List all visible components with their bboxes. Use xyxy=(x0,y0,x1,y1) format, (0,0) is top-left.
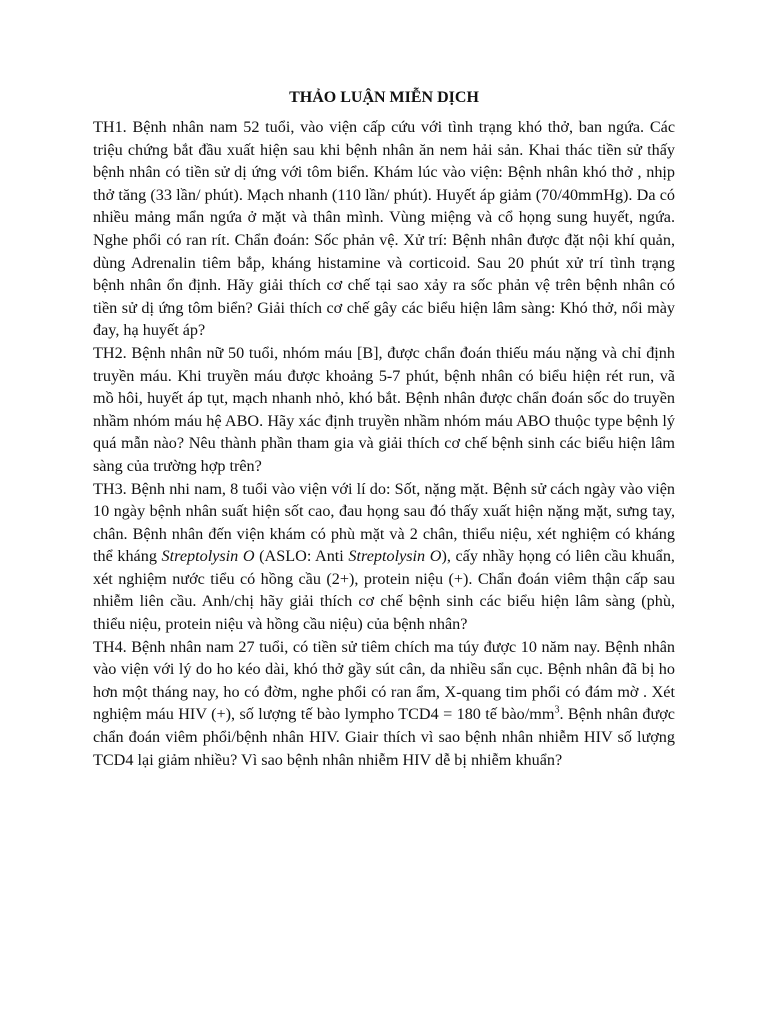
case-th4-paragraph xyxy=(93,636,675,772)
document-title: THẢO LUẬN MIỄN DỊCH xyxy=(289,89,479,106)
case-th3-text-1: TH3. Bệnh nhi nam, 8 tuổi vào viện với lí do: Sốt, nặng mặt. Bệnh sử cách ngày vào viện 10 ngày bệnh nhân suất hiện sốt cao, đau họng sau đó thấy xuất hiện nặng mặt, sưng tay, chân. Bệnh nhân đến viện khám có phù mặt và 2 chân, thiểu niệu, xét nghiệm có kháng thể kháng xyxy=(93,479,675,566)
case-th3-text-3: ), cấy nhầy họng có liên cầu khuẩn, xét nghiệm nước tiểu có hồng cầu (2+), protein niệu (+). Chẩn đoán viêm thận cấp sau nhiễm liên cầu. Anh/chị hãy giải thích cơ chế bệnh sinh các biểu hiện lâm sàng (phù, thiểu niệu, protein niệu và hồng cầu niệu) của bệnh nhân? xyxy=(93,547,675,634)
streptolysin-term-1: Streptolysin O xyxy=(161,547,255,566)
case-th4-text-1: TH4. Bệnh nhân nam 27 tuổi, có tiền sử tiêm chích ma túy được 10 năm nay. Bệnh nhân vào viện với lý do ho kéo dài, khó thở gầy sút cân, da nhiều sẩn cục. Bệnh nhân đã bị ho hơn một tháng nay, ho có đờm, nghe phổi có ran ẩm, X-quang tim phổi có đám mờ . Xét nghiệm máu HIV (+), số lượng tế bào lympho TCD4 = 180 tế bào/mm xyxy=(93,637,675,724)
case-th4-text-2: . Bệnh nhân được chẩn đoán viêm phổi/bệnh nhân HIV. Giair thích vì sao bệnh nhân nhiễm HIV số lượng TCD4 lại giảm nhiều? Vì sao bệnh nhân nhiễm HIV dễ bị nhiễm khuẩn? xyxy=(93,705,675,769)
document-page xyxy=(93,87,675,771)
case-th3-paragraph xyxy=(93,478,675,636)
case-th2-paragraph: TH2. Bệnh nhân nữ 50 tuổi, nhóm máu [B], được chẩn đoán thiếu máu nặng và chỉ định truyền máu. Khi truyền máu được khoảng 5-7 phút, bệnh nhân có biểu hiện rét run, vã mồ hôi, huyết áp tụt, mạch nhanh nhỏ, khó bắt. Bệnh nhân được chẩn đoán sốc do truyền nhầm nhóm máu hệ ABO. Hãy xác định truyền nhầm nhóm máu ABO thuộc type bệnh lý quá mẫn nào? Nêu thành phần tham gia và giải thích cơ chế bệnh sinh các biểu hiện lâm sàng của trường hợp trên? xyxy=(93,343,675,475)
streptolysin-term-2: Streptolysin O xyxy=(348,547,442,566)
case-th1-paragraph: TH1. Bệnh nhân nam 52 tuổi, vào viện cấp cứu với tình trạng khó thở, ban ngứa. Các triệu chứng bắt đầu xuất hiện sau khi bệnh nhân ăn nem hải sản. Khai thác tiền sử thấy bệnh nhân có tiền sử dị ứng với tôm biển. Khám lúc vào viện: Bệnh nhân khó thở , nhịp thở tăng (33 lần/ phút). Mạch nhanh (110 lần/ phút). Huyết áp giảm (70/40mmHg). Da có nhiều mảng mẩn ngứa ở mặt và thân mình. Vùng miệng và cổ họng sung huyết, ngứa. Nghe phổi có ran rít. Chẩn đoán: Sốc phản vệ. Xử trí: Bệnh nhân được đặt nội khí quản, dùng Adrenalin tiêm bắp, kháng histamine và corticoid. Sau 20 phút xử trí tình trạng bệnh nhân ổn định. Hãy giải thích cơ chế tại sao xảy ra sốc phản vệ trên bệnh nhân có tiền sử dị ứng tôm biển? Giải thích cơ chế gây các biểu hiện lâm sàng: Khó thở, nổi mày đay, hạ huyết áp? xyxy=(93,118,675,340)
case-th3-text-2: (ASLO: Anti xyxy=(254,547,349,566)
superscript-exponent: 3 xyxy=(554,705,560,717)
